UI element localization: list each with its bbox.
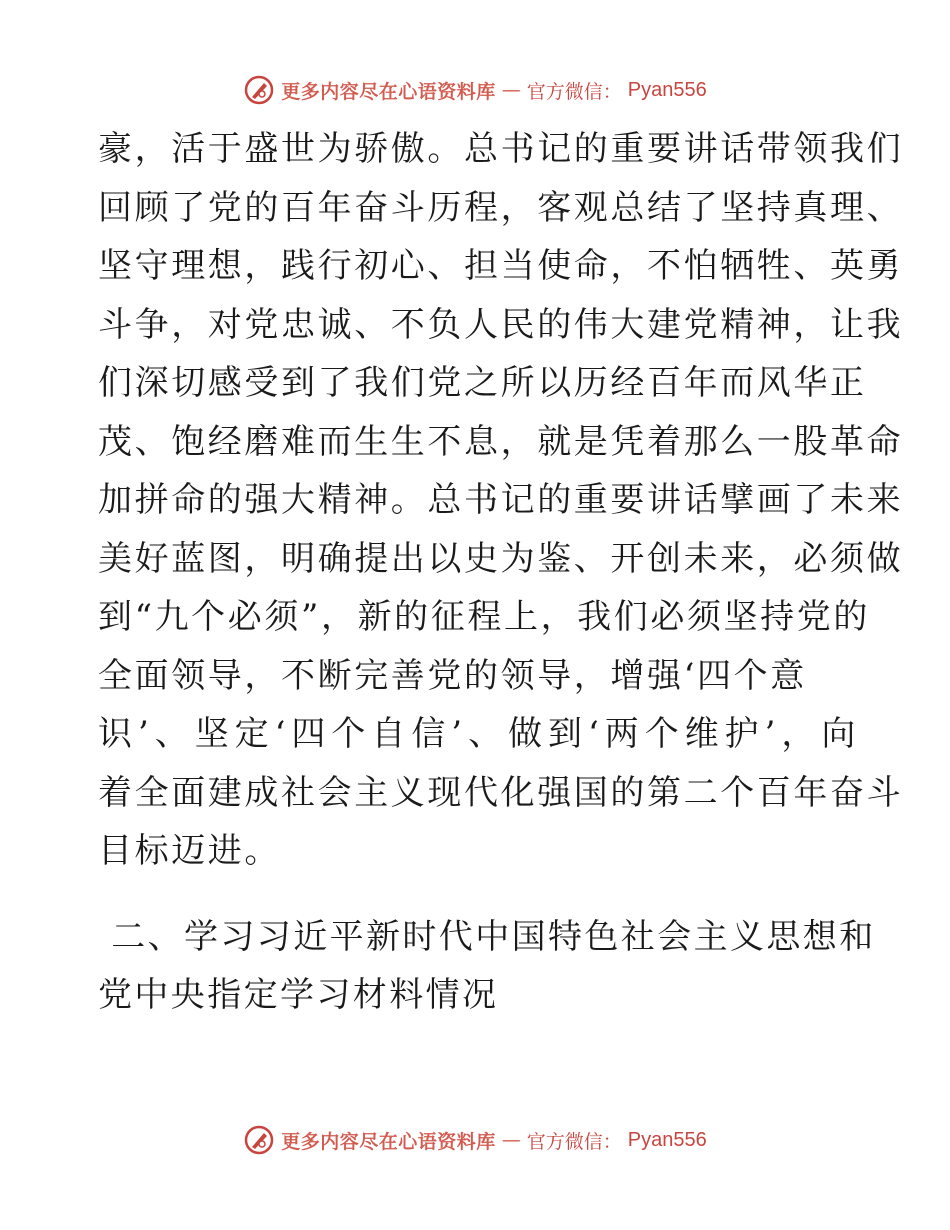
body-paragraph [98, 120, 904, 881]
footer-watermark [0, 1124, 950, 1156]
watermark-separator: — [501, 79, 521, 101]
body-line: 美好蓝图，明确提出以史为鉴、开创未来，必须做 [98, 538, 904, 579]
heading-line: 二、学习习近平新时代中国特色社会主义思想和 [98, 916, 876, 957]
watermark-note-text: 官方微信： [526, 1130, 622, 1153]
body-line: 豪，活于盛世为骄傲。总书记的重要讲话带领我们 [98, 129, 904, 169]
body-line: 斗争，对党忠诚、不负人民的伟大建党精神，让我 [98, 304, 904, 345]
header-watermark [0, 74, 950, 106]
body-line: 目标迈进。 [98, 831, 281, 871]
watermark-main-text: 更多内容尽在心语资料库 [281, 80, 496, 103]
pen-logo-icon [243, 74, 275, 106]
body-line: 到“九个必须”，新的征程上，我们必须坚持党的 [98, 597, 870, 637]
body-line: 加拼命的强大精神。总书记的重要讲话擘画了未来 [98, 480, 904, 520]
watermark-main-text: 更多内容尽在心语资料库 [281, 1130, 496, 1153]
watermark-account-id: Pyan556 [627, 78, 707, 101]
body-line: 茂、饱经磨难而生生不息，就是凭着那么一股革命 [98, 421, 904, 462]
watermark-separator: — [501, 1129, 521, 1151]
body-line: 全面领导，不断完善党的领导，增强‘四个意 [98, 655, 807, 696]
body-line: 们深切感受到了我们党之所以历经百年而风华正 [98, 363, 867, 403]
document-body [98, 120, 904, 1025]
body-line: 坚守理想，践行初心、担当使命，不怕牺牲、英勇 [98, 246, 904, 286]
section-heading [98, 908, 876, 1025]
heading-line: 党中央指定学习材料情况 [98, 975, 499, 1015]
watermark-account-id: Pyan556 [627, 1128, 707, 1151]
watermark-note-text: 官方微信： [526, 80, 622, 103]
body-line: 着全面建成社会主义现代化强国的第二个百年奋斗 [98, 772, 904, 813]
body-line: 回顾了党的百年奋斗历程，客观总结了坚持真理、 [98, 187, 904, 228]
pen-logo-icon [243, 1124, 275, 1156]
body-line: 识’、坚定‘四个自信’、做到‘两个维护’，向 [98, 714, 858, 754]
